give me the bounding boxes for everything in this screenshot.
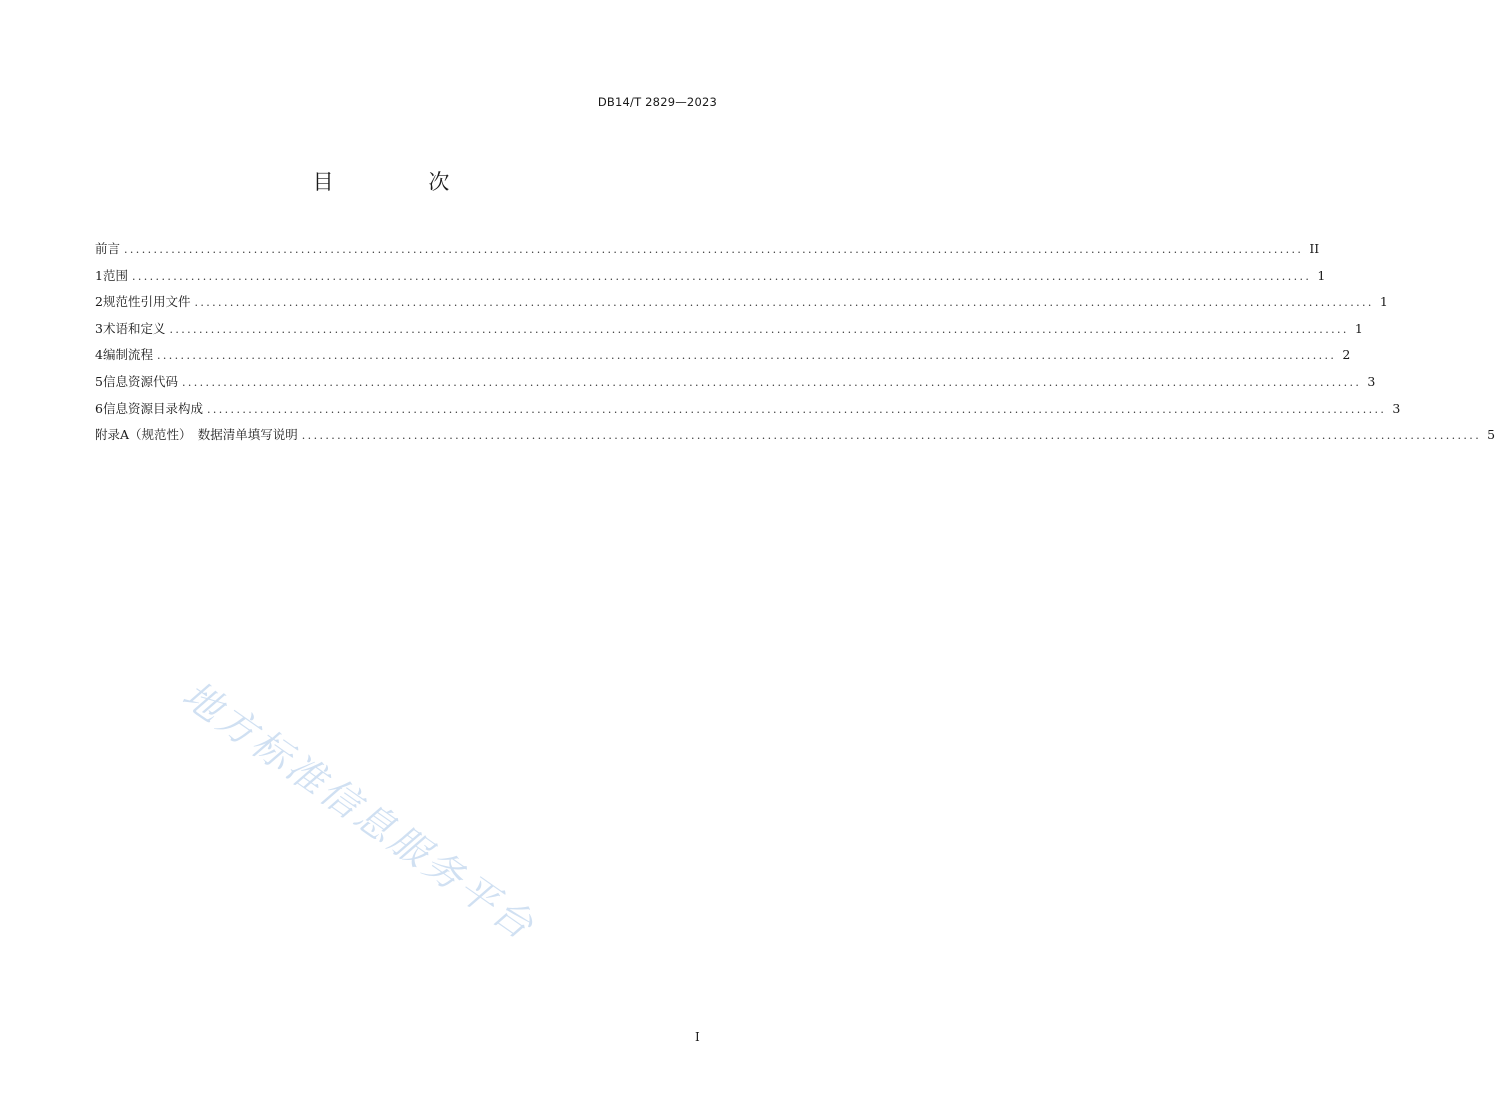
toc-entry-page: 1 [1379,294,1388,310]
toc-leader: ........................................................................................................................................................................................................ [181,375,1362,389]
toc-entry-label: 附录A（规范性） 数据清单填写说明 [95,427,298,443]
toc-entry-compilation-process[interactable] [95,345,1351,372]
toc-entry-page: 2 [1342,347,1351,363]
toc-entry-label: 术语和定义 [102,320,166,336]
toc-entry-resource-code[interactable] [95,372,1376,399]
toc-entry-appendix-a[interactable] [95,425,1495,452]
watermark: 地方标准信息服务平台 [174,672,544,950]
toc-entry-label: 前言 [95,241,121,256]
toc-list [95,239,1495,452]
toc-entry-catalog-composition[interactable] [95,399,1401,426]
toc-entry-number: 6 [95,400,103,416]
toc-entry-number: 3 [95,320,103,336]
toc-leader: ........................................................................................................................................................................................................ [301,429,1482,443]
toc-entry-label: 范围 [102,267,128,283]
toc-entry-terms-definitions[interactable] [95,319,1363,346]
toc-leader: ........................................................................................................................................................................................................ [194,296,1374,310]
toc-leader: ........................................................................................................................................................................................................ [206,402,1387,416]
document-code: DB14/T 2829—2023 [597,95,717,109]
toc-entry-scope[interactable] [95,266,1326,293]
toc-entry-number: 5 [95,373,103,389]
toc-leader: ........................................................................................................................................................................................................ [169,322,1349,336]
toc-entry-page: 5 [1487,427,1495,443]
toc-entry-page: II [1309,241,1320,256]
toc-entry-label: 信息资源代码 [102,373,178,389]
toc-leader: ........................................................................................................................................................................................................ [124,243,1304,256]
toc-entry-foreword[interactable] [95,239,1320,266]
toc-entry-label: 规范性引用文件 [102,294,191,310]
toc-entry-number: 1 [95,267,103,283]
toc-entry-number: 2 [95,294,103,310]
toc-entry-page: 3 [1392,400,1401,416]
toc-entry-label: 信息资源目录构成 [102,400,203,416]
toc-entry-page: 1 [1317,267,1326,283]
toc-leader: ........................................................................................................................................................................................................ [156,349,1337,363]
toc-leader: ........................................................................................................................................................................................................ [131,269,1312,283]
toc-entry-number: 4 [95,347,103,363]
toc-entry-label: 编制流程 [102,347,153,363]
toc-title: 目 次 [312,170,494,194]
toc-entry-page: 1 [1354,320,1363,336]
toc-entry-normative-references[interactable] [95,292,1388,319]
page-number: I [695,1030,700,1044]
toc-entry-page: 3 [1367,373,1376,389]
